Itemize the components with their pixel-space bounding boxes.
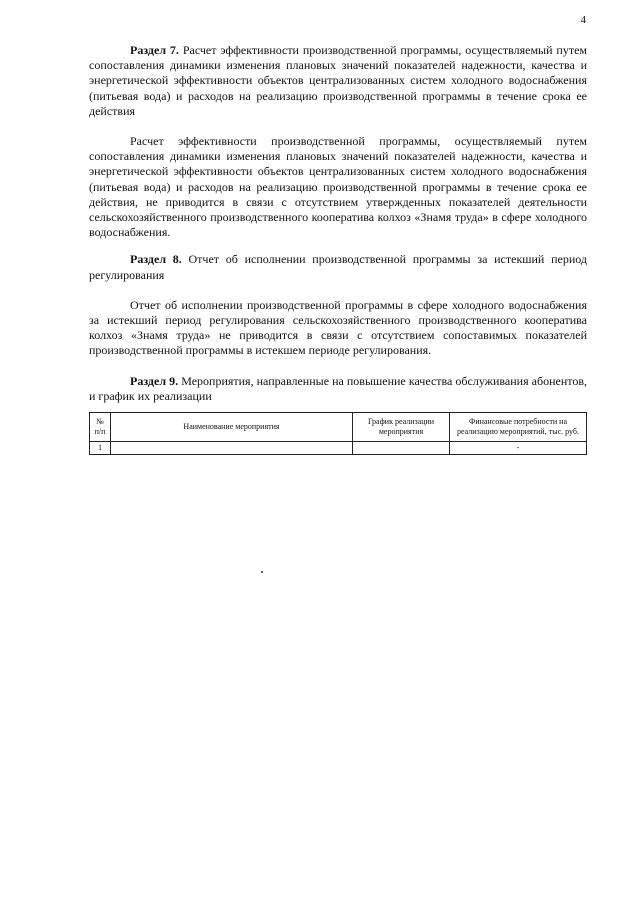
table-header-row	[90, 413, 587, 442]
section-8-title: Отчет об исполнении производственной программы за истекший период регулирования	[89, 252, 588, 282]
cell-number: 1	[90, 442, 111, 455]
cell-schedule	[353, 442, 450, 455]
header-measure-name: Наименование мероприятия	[111, 413, 353, 442]
scan-speck	[261, 571, 263, 573]
section-8-heading	[89, 252, 587, 282]
section-7-heading	[89, 43, 587, 119]
document-body	[89, 43, 587, 455]
section-9-title: Мероприятия, направленные на повышение качества обслуживания абонентов, и график их реализации	[89, 373, 588, 403]
section-7-label: Раздел 7.	[130, 43, 179, 57]
section-9-label: Раздел 9.	[130, 373, 179, 388]
section-8-body: Отчет об исполнении производственной программы в сфере холодного водоснабжения за истекший период регулирования сельскохозяйственного производственного кооператива колхоз «Знамя труда» не приводится в связи с отсутствием сопоставимых показателей производственной программы в истекшем периоде регулирования.	[89, 297, 587, 358]
header-number: № п/п	[90, 413, 111, 442]
table-row	[90, 442, 587, 455]
section-7-title: Расчет эффективности производственной программы, осуществляемый путем сопоставления динамики изменения плановых значений показателей надежности, качества и энергетической эффективности объектов централизованных систем холодного водоснабжения (питьевая вода) и расходов на реализацию производственной программы в течение срока ее действия	[89, 43, 587, 118]
section-9-heading	[89, 374, 587, 404]
cell-financial-needs: -	[450, 442, 587, 455]
section-7-body: Расчет эффективности производственной программы, осуществляемый путем сопоставления динамики изменения плановых значений показателей надежности, качества и энергетической эффективности объектов централизованных систем холодного водоснабжения (питьевая вода) и расходов на реализацию производственной программы в течение срока ее действия, не приводится в связи с отсутствием утвержденных показателей деятельности сельскохозяйственного производственного кооператива колхоз «Знамя труда» в сфере холодного водоснабжения.	[89, 134, 587, 240]
measures-table	[89, 412, 587, 455]
cell-measure-name	[111, 442, 353, 455]
header-schedule: График реализации мероприятия	[353, 413, 450, 442]
page-number: 4	[580, 14, 586, 26]
section-8-label: Раздел 8.	[130, 252, 182, 267]
header-financial-needs: Финансовые потребности на реализацию мероприятий, тыс. руб.	[450, 413, 587, 442]
